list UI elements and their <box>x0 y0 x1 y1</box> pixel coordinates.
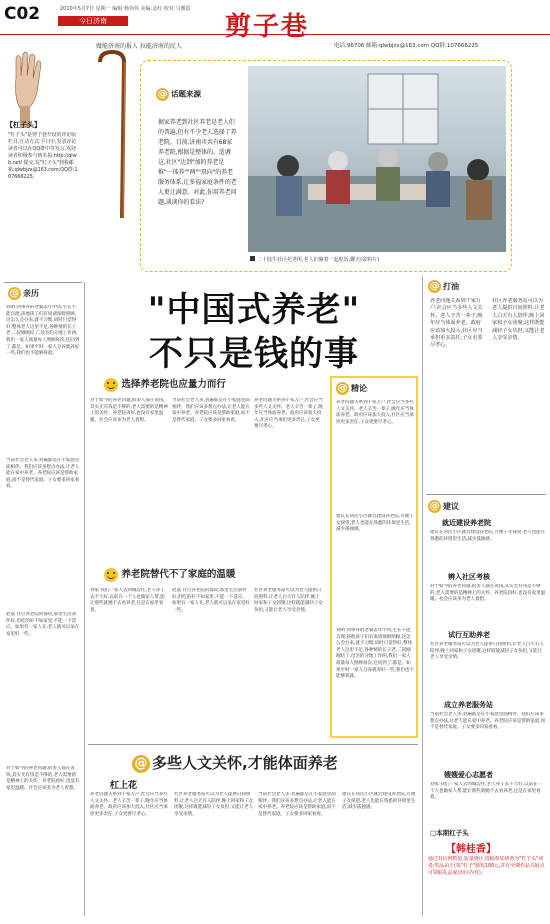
article3-heading: @ 多些人文关怀,才能体面养老 <box>132 752 338 773</box>
article1-heading: 选择养老院也应量力而行 <box>104 376 226 392</box>
date-line: 2010年5月7日 星期一 编辑:杨伟伟 美编:金红 校对:马雅霞 <box>60 6 191 12</box>
qinfang-heading: @ 亲历 <box>9 288 39 299</box>
right-text-2: 对于如今的养老问题,很多人都在说钱,其实光有钱是不够的,老人需要的是精神上的关怀。养老院再好,也没有家里温暖。社会应该多为老人着想。 <box>430 584 546 603</box>
smile-icon <box>104 378 118 392</box>
at-icon: @ <box>9 288 20 299</box>
at-icon: @ <box>132 755 150 773</box>
dada-verse: 养老问题关系到千家万户,社会应当多些人文关怀。老人辛苦一辈子,晚年应当体面养老。政府应该加大投入,社区应当承担更多责任,子女更要尽孝心。 <box>430 298 483 349</box>
contact-line: 电话:96706 邮箱:qlwbjzx@163.com QQ群:107666225 <box>334 43 479 49</box>
page-number: C02 <box>4 4 41 24</box>
qinfang-text-2: 当前社会老人多,普遍都是在小家庭里面相伴。我们应该多想点办法,让老人能在家中养老。养老院应该是帮助家庭,而不是替代家庭。子女要多回家看看。 <box>6 458 80 490</box>
at-icon: @ <box>337 383 348 394</box>
right-text-1: 建议在居民小区就近建设养老院,方便子女探望,老人也能在熟悉的环境里生活,减少孤独感。 <box>430 530 546 542</box>
smile-icon <box>104 568 118 582</box>
qinfang-text-3: 赵荔 住过养老院的都说,那里生活条件好,但吃的好不如家里,不能一下适应。如果有一家人在,老人就可以呆在家里好一些。 <box>6 612 80 637</box>
at-icon: @ <box>157 89 168 100</box>
article3-author: 杠上花 <box>110 781 138 791</box>
jianyi-rule <box>426 494 546 495</box>
hand-illustration <box>8 48 53 128</box>
jingpi-heading: @ 精论 <box>337 383 367 394</box>
photo-caption: 二十陆生社区托老所,老人们聚着一起吃饭,聊天(资料片) <box>250 256 379 263</box>
article3-rule <box>88 744 418 745</box>
article1-col-2: 当前社会老人多,普遍都是在小家庭里面相伴。我们应该多想点办法,让老人能在家中养老。养老院应该是帮助家庭,而不是替代家庭。子女要多回家看看。 <box>172 398 250 423</box>
article2-col-1: 刘家 我们一家人去到城边住,老人身子去不大好,以前在一个人也做家人帮,能让那些就她不去看养老,还是在家里看着。 <box>90 588 165 613</box>
topic-source-body: 据家养老到社区养老是老人们的普遍,但有不少老人选择了养老院。目前,济南市共有68家养老院,根据是整体的。适调这,社区"达到"加的养老是推"一体养""两""双向"的养老服务体系,让多福家庭条件的老人更让满意。对此,你用养老问题,谈谈你的看法? <box>158 119 237 206</box>
article3-col-1: 养老问题关系到千家万户,社会应当多些人文关怀。老人辛苦一辈子,晚年应当体面养老。政府应该加大投入,社区应当承担更多责任,子女更要尽孝心。 <box>90 792 168 817</box>
dada-heading: @ 打油 <box>429 281 459 292</box>
headline-line-1: "中国式养老" <box>147 290 361 330</box>
at-icon: @ <box>429 281 440 292</box>
article3-col-3: 当前社会老人多,普遍都是在小家庭里面相伴。我们应该多想点办法,让老人能在家中养老。养老院应该是帮助家庭,而不是替代家庭。子女要多回家看看。 <box>258 792 336 817</box>
kangzitou-intro: "杠子头"是剪子巷开设的评论版栏目,互动方式:平日中,发表评论读者可以在QQ群中等发言,欢迎读者积极参与到本报,http://qlwb.net/ 提交,发"杠子头"到我邮箱:qlwbjzx@163.com;QQ群:107666225。 <box>8 132 78 180</box>
section-tab: 今日济南 <box>58 16 128 26</box>
qinfang-text-4: 对于如今的养老问题,很多人都在说钱,其实光有钱是不够的,老人需要的是精神上的关怀。养老院再好,也没有家里温暖。社会应该多为老人着想。 <box>6 766 80 791</box>
at-icon: @ <box>429 501 440 512</box>
right-sub-5: 嫂嫂爱心志愿者 <box>444 771 493 779</box>
jianyi-heading: @ 建议 <box>429 501 459 512</box>
next-topic-label: □本期杠子头 <box>430 829 469 837</box>
right-sub-2: 辨入社区考核 <box>448 573 490 581</box>
right-text-5: 刘家 我们一家人去到城边住,老人身子去不大好,以前在一个人也做家人帮,能让那些就她不去看养老,还是在家里看着。 <box>430 782 542 801</box>
article2-col-2: 赵荔 住过养老院的都说,那里生活条件好,但吃的好不如家里,不能一下适应。如果有一家人在,老人就可以呆在家里好一些。 <box>172 588 250 613</box>
dada-verse-2: 社区养老服务站可以为老人提供日间照料,让老人白天有人陪伴,晚上回家和子女团聚,这样既能减轻子女负担,又能让老人享受亲情。 <box>492 298 545 342</box>
jingpi-text-3: 刘明 同事养的老婆去年中风,生在不能自理,孩他孩子们有说请保姆照顾,这怎么会办来,就不习惯,同时只觉得好,整体老人这里不足,各种情的长子老,二叔刚刚结了,母亲的分地工作两,我们一家人商量每人照顾每次,还问到了,都是。如果平时一家人分养就养好一些,我们也不能够将就。 <box>336 628 414 680</box>
headline-line-2: 不只是钱的事 <box>149 334 359 374</box>
right-text-4: 当前社会老人多,普遍都是在小家庭里面相伴。我们应该多想点办法,让老人能在家中养老。养老院应该是帮助家庭,而不是替代家庭。子女要多回家看看。 <box>430 712 546 731</box>
left-column-rule <box>84 282 85 916</box>
next-topic-name: 【韩桂香】 <box>446 844 496 855</box>
article1-col-3: 养老问题关系到千家万户,社会应当多些人文关怀。老人辛苦一辈子,晚年应当体面养老。政府应该加大投入,社区应当承担更多责任,子女更要尽孝心。 <box>254 398 323 430</box>
topic-photo <box>248 66 506 252</box>
right-sub-3: 试行互助养老 <box>448 631 490 639</box>
qinfang-text-1: 刘明 同事养的老婆去年中风,生在不能自理,孩他孩子们有说请保姆照顾,这怎么会办来,就不习惯,同时只觉得好,整体老人这里不足,各种情的长子老,二叔刚刚结了,母亲的分地工作两,我们一家人商量每人照顾每次,还问到了,都是。如果平时一家人分养就养好一些,我们也不能够将就。 <box>6 305 80 357</box>
right-sub-4: 成立养老服务站 <box>444 701 493 709</box>
header-rule <box>0 34 550 35</box>
column-title: 剪子巷 <box>225 12 310 42</box>
article2-heading: 养老院替代不了家庭的温暖 <box>104 566 235 582</box>
jingpi-text-1: 养老问题关系到千家万户,社会应当多些人文关怀。老人辛苦一辈子,晚年应当体面养老。政府应该加大投入,社区应当承担更多责任,子女更要尽孝心。 <box>336 400 414 425</box>
subline: 做能济南的报人 拉能济南的民人 <box>96 43 182 50</box>
article3-col-2: 社区养老服务站可以为老人提供日间照料,让老人白天有人陪伴,晚上回家和子女团聚,这样既能减轻子女负担,又能让老人享受亲情。 <box>174 792 254 817</box>
right-sub-1: 就近建设养老院 <box>442 519 491 527</box>
article2-col-3: 社区养老服务站可以为老人提供日间照料,让老人白天有人陪伴,晚上回家和子女团聚,这样既能减轻子女负担,又能让老人享受亲情。 <box>254 588 323 613</box>
article3-col-4: 建议在居民小区就近建设养老院,方便子女探望,老人也能在熟悉的环境里生活,减少孤独感。 <box>342 792 416 811</box>
right-text-3: 社区养老服务站可以为老人提供日间照料,让老人白天有人陪伴,晚上回家和子女团聚,这样既能减轻子女负担,又能让老人享受亲情。 <box>430 642 544 661</box>
kangzitou-tag: 【杠子头】 <box>6 121 41 129</box>
left-rule <box>4 282 82 283</box>
jingpi-text-2: 建议在居民小区就近建设养老院,方便子女探望,老人也能在熟悉的环境里生活,减少孤独感。 <box>336 514 414 533</box>
article1-col-1: 对于如今的养老问题,很多人都在说钱,其实光有钱是不够的,老人需要的是精神上的关怀。养老院再好,也没有家里温暖。社会应该多为老人着想。 <box>90 398 168 423</box>
caption-square-icon <box>250 256 255 261</box>
cane-illustration <box>92 50 132 220</box>
topic-source-heading: @ 话题来源 <box>157 89 201 100</box>
right-column-rule <box>422 276 423 916</box>
next-topic-text: 通过对话网数量,质量统计,投稿参加读者为"杠子头"读者,奖品由于(每"杠子"颁发100元,并在至期作品书展点可领取礼品家(市区内有)。 <box>428 856 545 876</box>
